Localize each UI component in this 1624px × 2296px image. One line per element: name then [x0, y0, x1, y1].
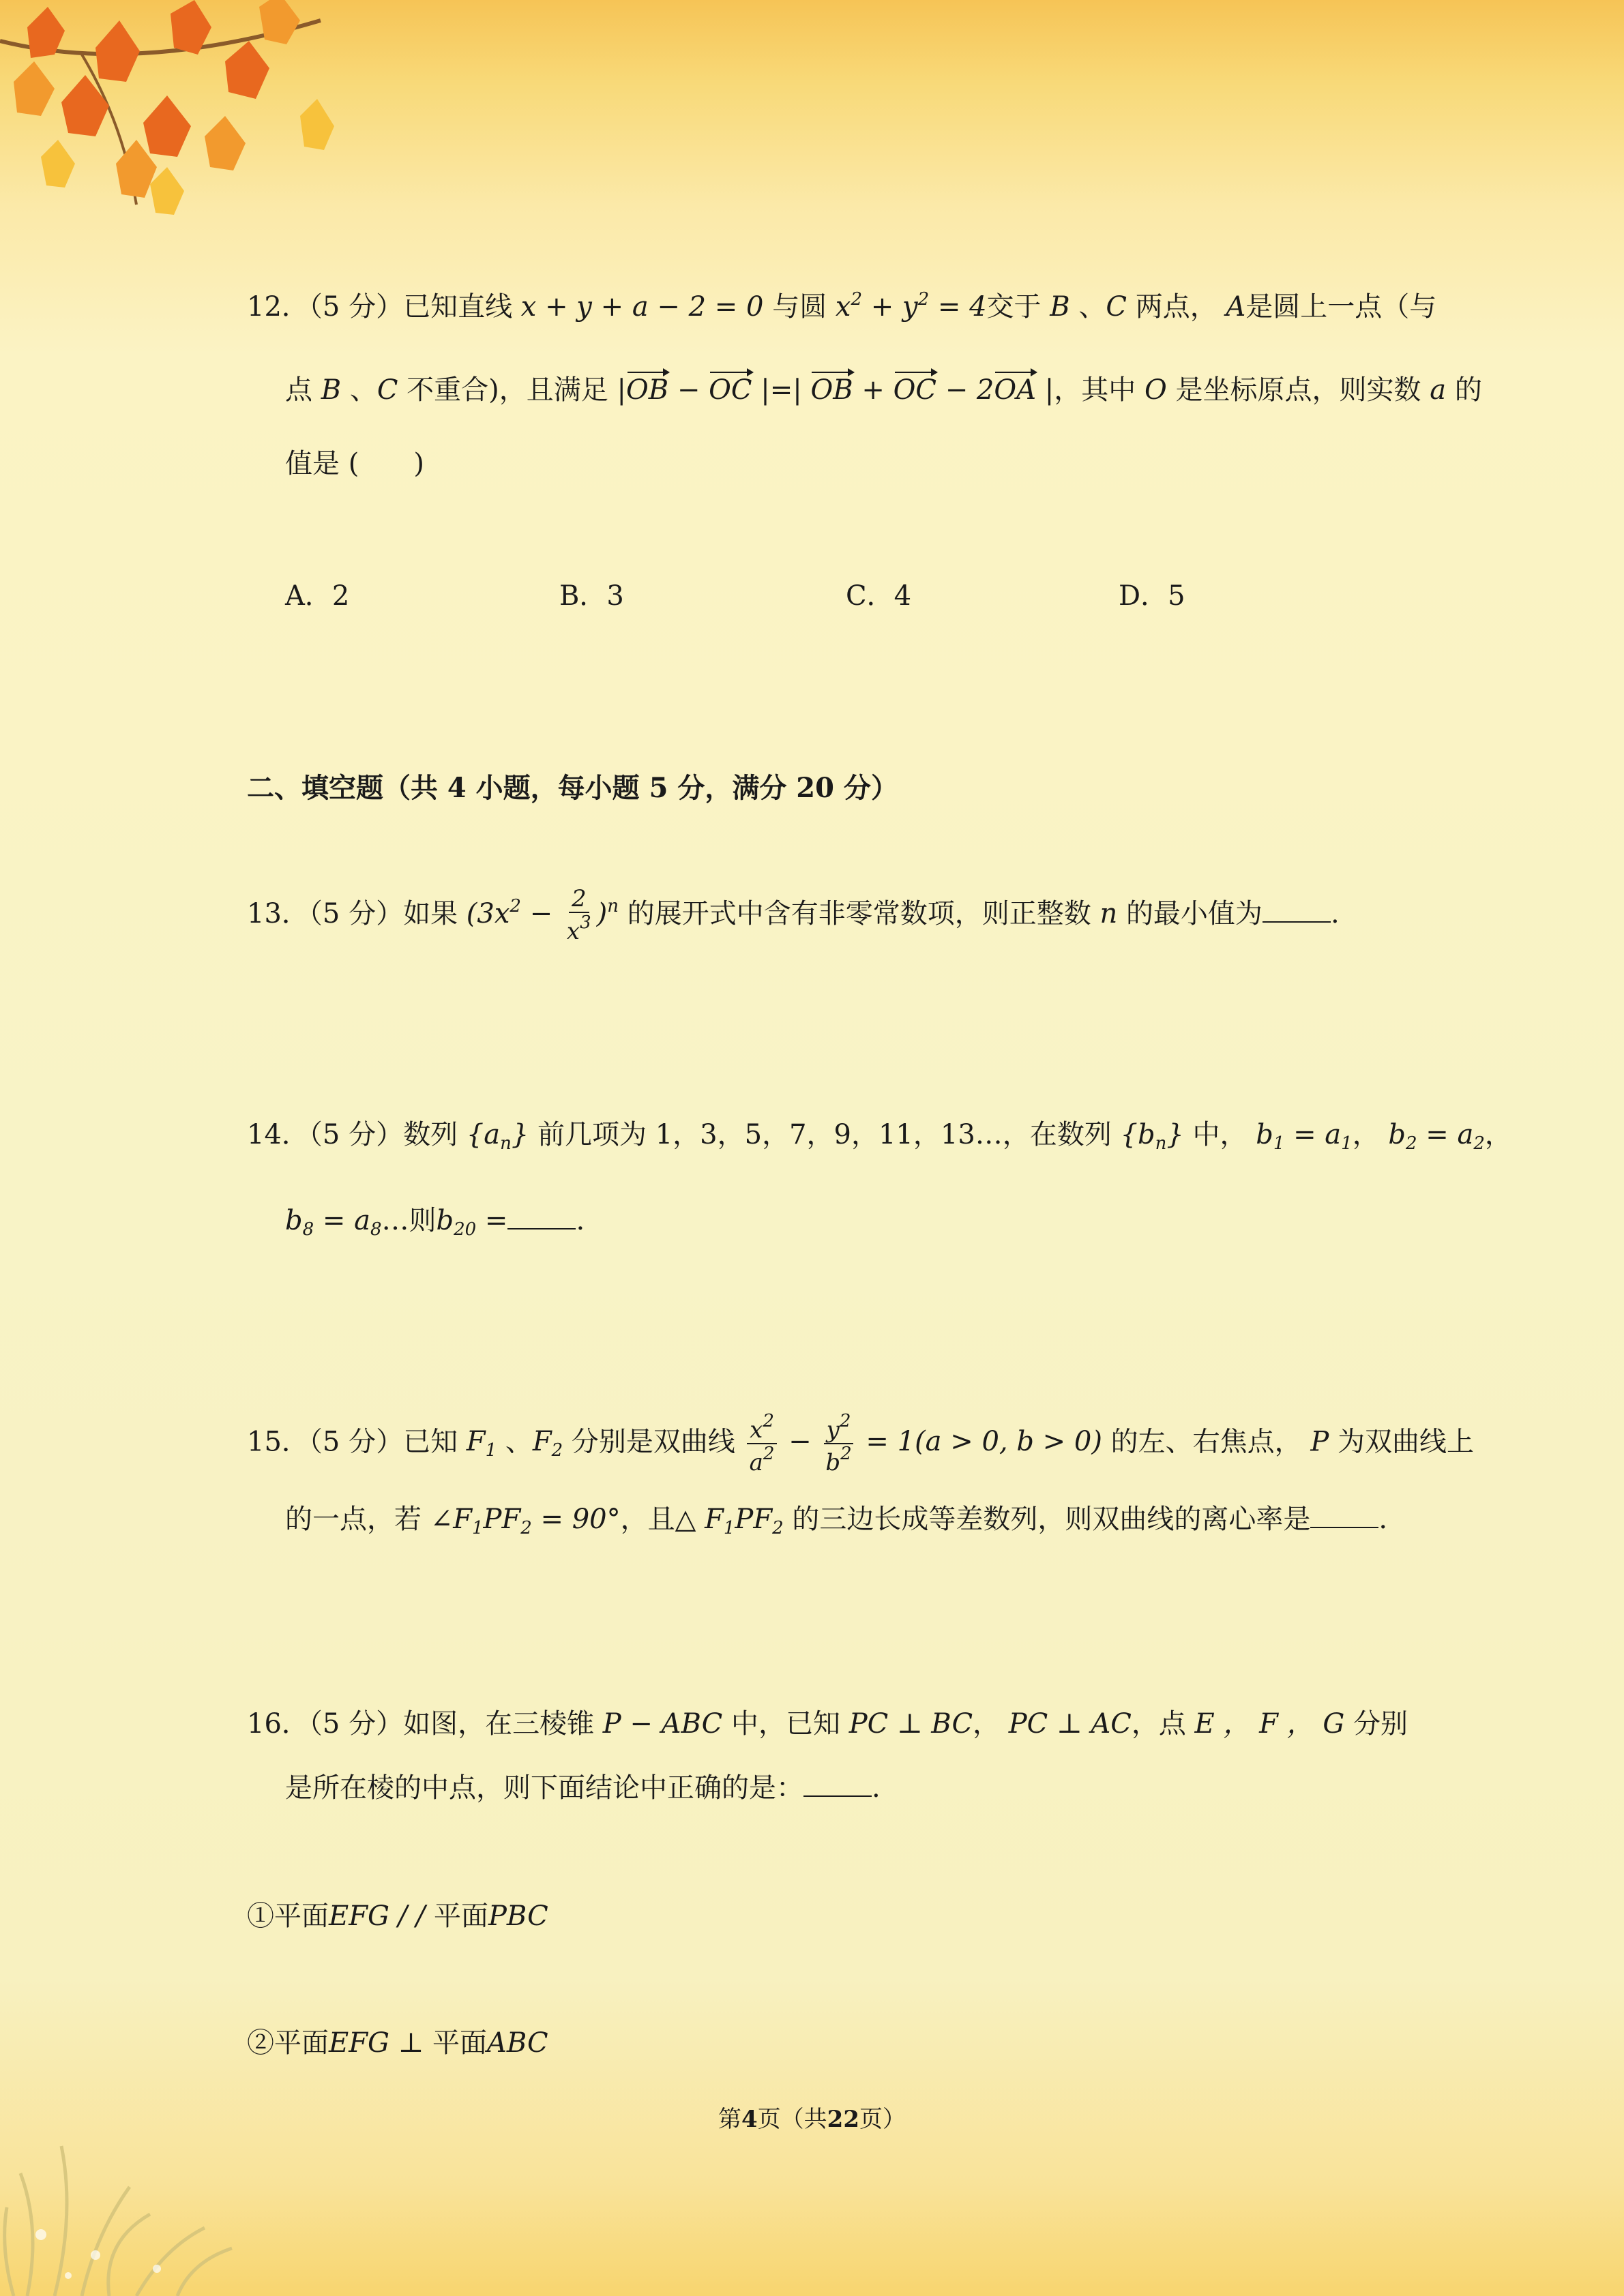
question-16-line-2: 是所在棱的中点，则下面结论中正确的是： . [285, 1772, 881, 1804]
question-score: （5 分） [308, 897, 404, 929]
q12-text-3: 交于 [986, 291, 1042, 323]
q15-text-2: 分别是双曲线 [571, 1426, 735, 1458]
q12-text-8: ，其中 [1054, 374, 1136, 406]
question-15-line-1: 15．（5 分）已知 $F_1$ 、$F_2$ 分别是双曲线 $\frac{x^2}{a^2}$ − $\frac{y^2}{b^2}$ = 1(a > 0, b > 0) 的左、右焦点， P 为双曲线上 [247, 1411, 1475, 1477]
q12-text-6: 点 [285, 374, 312, 406]
page-footer [0, 2100, 1624, 2134]
question-12-line-3 [285, 442, 424, 481]
q16-conclusion-2-plane-b: ABC [486, 2027, 548, 2059]
q15-text-5: 的一点，若 [285, 1504, 422, 1535]
q16-conclusion-1-plane-b: PBC [488, 1900, 548, 1932]
q12-text-11: 值是 ( ) [285, 448, 424, 479]
question-number: 16． [247, 1708, 309, 1740]
q16-conclusion-1-label: ①平面 [247, 1900, 329, 1932]
question-score: （5 分） [308, 1119, 404, 1150]
q14-text-3: 中， [1192, 1119, 1247, 1150]
q12-point-b: B [1050, 291, 1070, 323]
q15-text-6: ，且△ [620, 1504, 696, 1535]
q13-text-3: 的最小值为 [1125, 897, 1263, 929]
q12-point-a: A [1226, 291, 1246, 323]
q16-conclusion-2-label: ②平面 [247, 2027, 329, 2059]
q15-triangle: $F_1PF_2$ [705, 1504, 784, 1538]
answer-blank [1263, 901, 1331, 923]
q16-text-2: 中，已知 [731, 1708, 841, 1740]
option-b: B．3 [559, 580, 624, 612]
option-a: A．2 [285, 580, 350, 612]
q12-text-2: 与圆 [772, 291, 827, 323]
q14-eq-2: $b_2 = a_2$ [1388, 1119, 1485, 1154]
question-score: （5 分） [308, 1708, 404, 1740]
q12-text-1: 已知直线 [403, 291, 513, 323]
q16-text-3: ，点 [1131, 1708, 1186, 1740]
q12-text-5: 是圆上一点（与 [1245, 291, 1437, 323]
q15-text-1: 已知 [403, 1426, 458, 1458]
footer-post: 页） [859, 2106, 906, 2133]
q16-points: E ， F ， G [1194, 1708, 1345, 1740]
q12-text-4: 两点， [1135, 291, 1217, 323]
q16-conclusion-2-plane-a: EFG ⊥ [329, 2027, 432, 2059]
q15-text-7: 的三边长成等差数列，则双曲线的离心率是 [792, 1504, 1311, 1535]
q16-conclusion-2 [247, 2021, 548, 2060]
question-score: （5 分） [308, 1426, 404, 1458]
answer-blank [803, 1775, 872, 1797]
q16-conclusion-1 [247, 1894, 548, 1933]
q16-pyramid: P − ABC [602, 1708, 723, 1740]
q15-f1: $F_1$ [466, 1426, 497, 1461]
q16-conclusion-1-label-b: 平面 [434, 1900, 489, 1932]
q14-seq-a: $\{a_n\}$ [466, 1119, 529, 1154]
autumn-leaves-decoration [0, 0, 355, 232]
q12-point-c-2: C [377, 374, 398, 406]
q12-point-c: C [1106, 291, 1127, 323]
q16-cond-2: PC ⊥ AC [1008, 1708, 1132, 1740]
q12-point-b-2: B [321, 374, 342, 406]
option-d: D．5 [1119, 580, 1185, 612]
question-13: 13．（5 分）如果 ($3x^2$ − $\frac{2}{x^3}$ )$^n$ 的展开式中含有非零常数项，则正整数 n 的最小值为 . [247, 885, 1340, 946]
q15-angle: $\angle F_1PF_2 = 90^\circ$ [430, 1504, 621, 1538]
q12-line-equation: x + y + a − 2 = 0 [520, 291, 764, 323]
q12-text-10: 的 [1454, 374, 1482, 406]
q12-text-9: 是坐标原点，则实数 [1175, 374, 1421, 406]
q15-text-3: 的左、右焦点， [1110, 1426, 1302, 1458]
q13-text-1: 如果 [403, 897, 458, 929]
q14-seq-b: $\{b_n\}$ [1120, 1119, 1184, 1154]
question-14-line-2: $b_8$ = $a_8\dots$则$b_{20}$ = . [285, 1205, 585, 1240]
q13-expression: ($3x^2$ − $\frac{2}{x^3}$ )$^n$ [466, 885, 619, 946]
section-heading: 二、填空题（共 4 小题，每小题 5 分，满分 20 分） [247, 772, 898, 804]
q14-text-1: 数列 [403, 1119, 458, 1150]
question-14-line-1: 14．（5 分）数列 $\{a_n\}$ 前几项为 1，3，5，7，9，11，13…，在数列 $\{b_n\}$ 中， $b_1 = a_1$， $b_2 = a_2$， [247, 1119, 1512, 1154]
q12-circle-equation: $x^2 + y^2 = 4$ [835, 289, 987, 323]
q15-point-p: P [1310, 1426, 1329, 1458]
q13-text-2: 的展开式中含有非零常数项，则正整数 [627, 897, 1091, 929]
q14-text-4: …则 [381, 1205, 437, 1236]
question-16-line-1: 16．（5 分）如图，在三棱锥 P − ABC 中，已知 PC ⊥ BC， PC ⊥ AC，点 E ， F ， G 分别 [247, 1708, 1408, 1740]
q14-b20: $b_{20}$ = [436, 1205, 508, 1240]
question-12-line-1: 12．（5 分）已知直线 x + y + a − 2 = 0 与圆 $x^2 + y^2 = 4$交于 B 、C 两点， A是圆上一点（与 [247, 289, 1437, 323]
q14-eq-3: $b_8 = a_8$ [285, 1205, 382, 1240]
q12-text-7: 不重合)，且满足 [407, 374, 608, 406]
q12-vector-condition: |OB − OC |=| OB + OC − 2OA | [617, 374, 1054, 406]
question-15-line-2: 的一点，若 $\angle F_1PF_2 = 90^\circ$，且△ $F_1PF_2$ 的三边长成等差数列，则双曲线的离心率是 . [285, 1504, 1388, 1538]
answer-blank [1310, 1506, 1378, 1528]
q15-hyperbola-equation: $\frac{x^2}{a^2}$ − $\frac{y^2}{b^2}$ = 1(a > 0, b > 0) [744, 1426, 1102, 1457]
q16-conclusion-1-plane-a: EFG / / [329, 1900, 434, 1932]
q16-text-4: 分别 [1353, 1708, 1408, 1740]
q12-origin-o: O [1145, 374, 1167, 406]
q15-text-4: 为双曲线上 [1338, 1426, 1475, 1458]
footer-mid: 页（共 [757, 2106, 827, 2133]
q14-eq-1: $b_1 = a_1$ [1256, 1119, 1353, 1154]
q13-var-n: n [1099, 897, 1118, 929]
q16-text-1: 如图，在三棱锥 [403, 1708, 595, 1740]
question-number: 14． [247, 1119, 309, 1150]
answer-blank [507, 1208, 576, 1229]
q16-cond-1: PC ⊥ BC [848, 1708, 973, 1740]
q14-text-2: 前几项为 1，3，5，7，9，11，13…，在数列 [537, 1119, 1112, 1150]
page-number: 4 [741, 2106, 758, 2133]
question-score: （5 分） [308, 291, 404, 323]
question-12-line-2: 点 B 、C 不重合)，且满足 |OB − OC |=| OB + OC − 2OA |，其中 O 是坐标原点，则实数 a 的 [285, 374, 1482, 406]
option-c: C．4 [846, 580, 912, 612]
q15-f2: $F_2$ [532, 1426, 563, 1461]
q16-conclusion-2-label-b: 平面 [432, 2027, 487, 2059]
question-number: 12． [247, 291, 309, 323]
q12-var-a: a [1430, 374, 1447, 406]
footer-pre: 第 [718, 2106, 741, 2133]
q16-text-5: 是所在棱的中点，则下面结论中正确的是： [285, 1772, 803, 1804]
total-pages: 22 [827, 2106, 859, 2133]
question-number: 15． [247, 1426, 309, 1458]
question-number: 13． [247, 897, 309, 929]
